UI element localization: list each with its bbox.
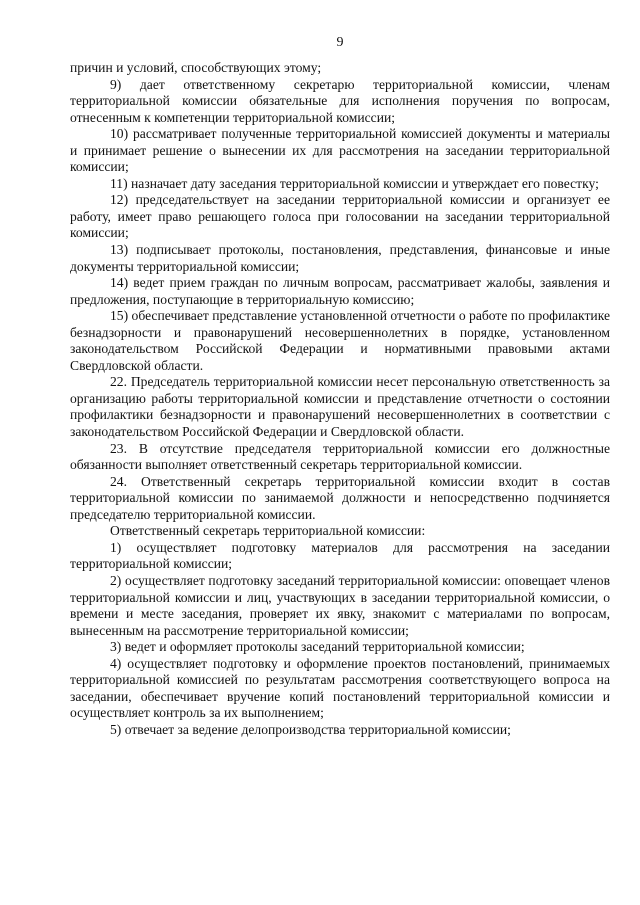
paragraph-secretary-item-2: 2) осуществляет подготовку заседаний территориальной комиссии: оповещает членов территориальной комиссии и лиц, участвующих в заседании территориальной комиссии, о времени и месте заседания, проверяет их явку, знакомит с материалами по вопросам, вынесенным на рассмотрение территориальной комиссии;	[70, 572, 610, 638]
paragraph-secretary-item-5: 5) отвечает за ведение делопроизводства территориальной комиссии;	[110, 721, 511, 737]
document-page	[70, 34, 610, 738]
paragraph-continuation: причин и условий, способствующих этому;	[70, 60, 322, 75]
paragraph-secretary-item-3: 3) ведет и оформляет протоколы заседаний территориальной комиссии;	[110, 639, 525, 655]
paragraph-clause-22: 22. Председатель территориальной комиссии несет персональную ответственность за организацию работы территориальной комиссии и представление отчетности о состоянии профилактики безнадзорности и правонарушений несовершеннолетних в соответствии с законодательством Российской Федерации и Свердловской области.	[70, 374, 610, 440]
paragraph-secretary-intro: Ответственный секретарь территориальной комиссии:	[110, 523, 426, 539]
paragraph-secretary-item-4: 4) осуществляет подготовку и оформление проектов постановлений, принимаемых территориальной комиссией по результатам рассмотрения соответствующего вопроса на заседании, обеспечивает вручение копий постановлений территориальной комиссии и осуществляет контроль за их выполнением;	[70, 655, 610, 721]
paragraph-secretary-item-1: 1) осуществляет подготовку материалов для рассмотрения на заседании территориальной комиссии;	[70, 539, 610, 572]
paragraph-item-10: 10) рассматривает полученные территориальной комиссией документы и материалы и принимает решение о вынесении их для рассмотрения на заседании территориальной комиссии;	[70, 126, 610, 175]
paragraph-item-15: 15) обеспечивает представление установленной отчетности о работе по профилактике безнадзорности и правонарушений несовершеннолетних в порядке, установленном законодательством Российской Федерации и нормативными правовыми актами Свердловской области.	[70, 308, 610, 373]
paragraph-item-13: 13) подписывает протоколы, постановления, представления, финансовые и иные документы территориальной комиссии;	[70, 242, 610, 274]
paragraph-clause-24: 24. Ответственный секретарь территориальной комиссии входит в состав территориальной комиссии по занимаемой должности и непосредственно подчиняется председателю территориальной комиссии.	[70, 473, 610, 522]
paragraph-clause-23: 23. В отсутствие председателя территориальной комиссии его должностные обязанности выполняет ответственный секретарь территориальной комиссии.	[70, 440, 610, 473]
paragraph-item-11: 11) назначает дату заседания территориальной комиссии и утверждает его повестку;	[110, 175, 599, 191]
paragraph-item-14: 14) ведет прием граждан по личным вопросам, рассматривает жалобы, заявления и предложения, поступающие в территориальную комиссию;	[70, 275, 610, 307]
paragraph-item-12: 12) председательствует на заседании территориальной комиссии и организует ее работу, имеет право решающего голоса при голосовании на заседании территориальной комиссии;	[70, 192, 610, 241]
paragraph-item-9: 9) дает ответственному секретарю территориальной комиссии, членам территориальной комиссии обязательные для исполнения поручения по вопросам, отнесенным к компетенции территориальной комиссии;	[70, 76, 610, 125]
page-number: 9	[336, 35, 344, 50]
